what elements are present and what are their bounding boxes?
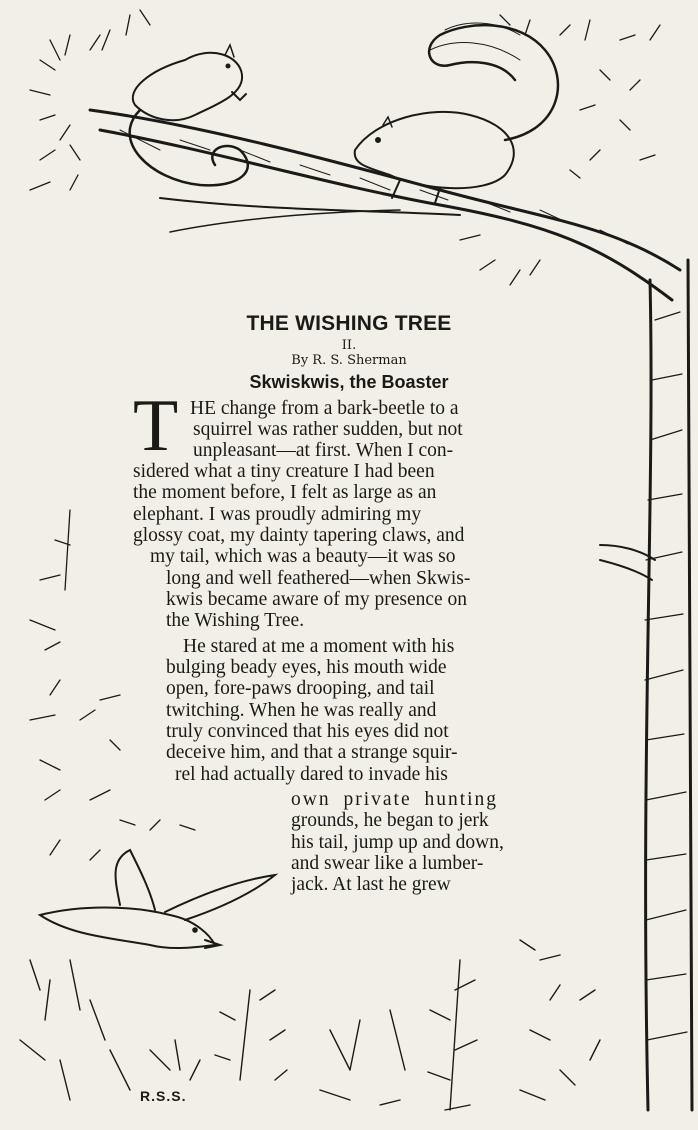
- artist-signature: R.S.S.: [140, 1088, 187, 1104]
- body-line: jack. At last he grew: [291, 874, 451, 895]
- body-line: rel had actually dared to invade his: [175, 764, 448, 785]
- body-line: kwis became aware of my presence on: [166, 589, 468, 610]
- body-line: elephant. I was proudly admiring my: [133, 504, 422, 525]
- body-line: HE change from a bark-beetle to a: [190, 398, 459, 419]
- drop-cap: T: [133, 385, 179, 467]
- article-title: THE WISHING TREE: [246, 312, 452, 335]
- bird-icon: [40, 850, 275, 948]
- article-part-number: II.: [341, 338, 357, 353]
- body-line: squirrel was rather sudden, but not: [193, 419, 463, 440]
- body-line: unpleasant—at first. When I con-: [193, 440, 454, 461]
- body-line: bulging beady eyes, his mouth wide: [166, 657, 447, 678]
- body-line: He stared at me a moment with his: [183, 636, 455, 657]
- bushes-bottom: [20, 940, 600, 1110]
- body-line: deceive him, and that a strange squir-: [166, 742, 458, 763]
- body-line: my tail, which was a beauty—it was so: [150, 546, 456, 567]
- body-line: the moment before, I felt as large as an: [133, 482, 437, 503]
- body-line: own private hunting: [291, 789, 499, 810]
- body-line: grounds, he began to jerk: [291, 810, 489, 831]
- body-line: glossy coat, my dainty tapering claws, and: [133, 525, 465, 546]
- body-line: long and well feathered—when Skwis-: [166, 568, 471, 589]
- squirrel-eating-icon: [130, 45, 248, 185]
- article-subtitle: Skwiskwis, the Boaster: [249, 372, 449, 392]
- article-byline: By R. S. Sherman: [291, 353, 407, 368]
- body-line: his tail, jump up and down,: [291, 832, 504, 853]
- body-line: open, fore-paws drooping, and tail: [166, 678, 435, 699]
- body-line: twitching. When he was really and: [166, 700, 437, 721]
- body-line: truly convinced that his eyes did not: [166, 721, 449, 742]
- body-line: sidered what a tiny creature I had been: [133, 461, 435, 482]
- tree-branch: [90, 110, 680, 300]
- body-line: and swear like a lumber-: [291, 853, 484, 874]
- body-line: the Wishing Tree.: [166, 610, 305, 631]
